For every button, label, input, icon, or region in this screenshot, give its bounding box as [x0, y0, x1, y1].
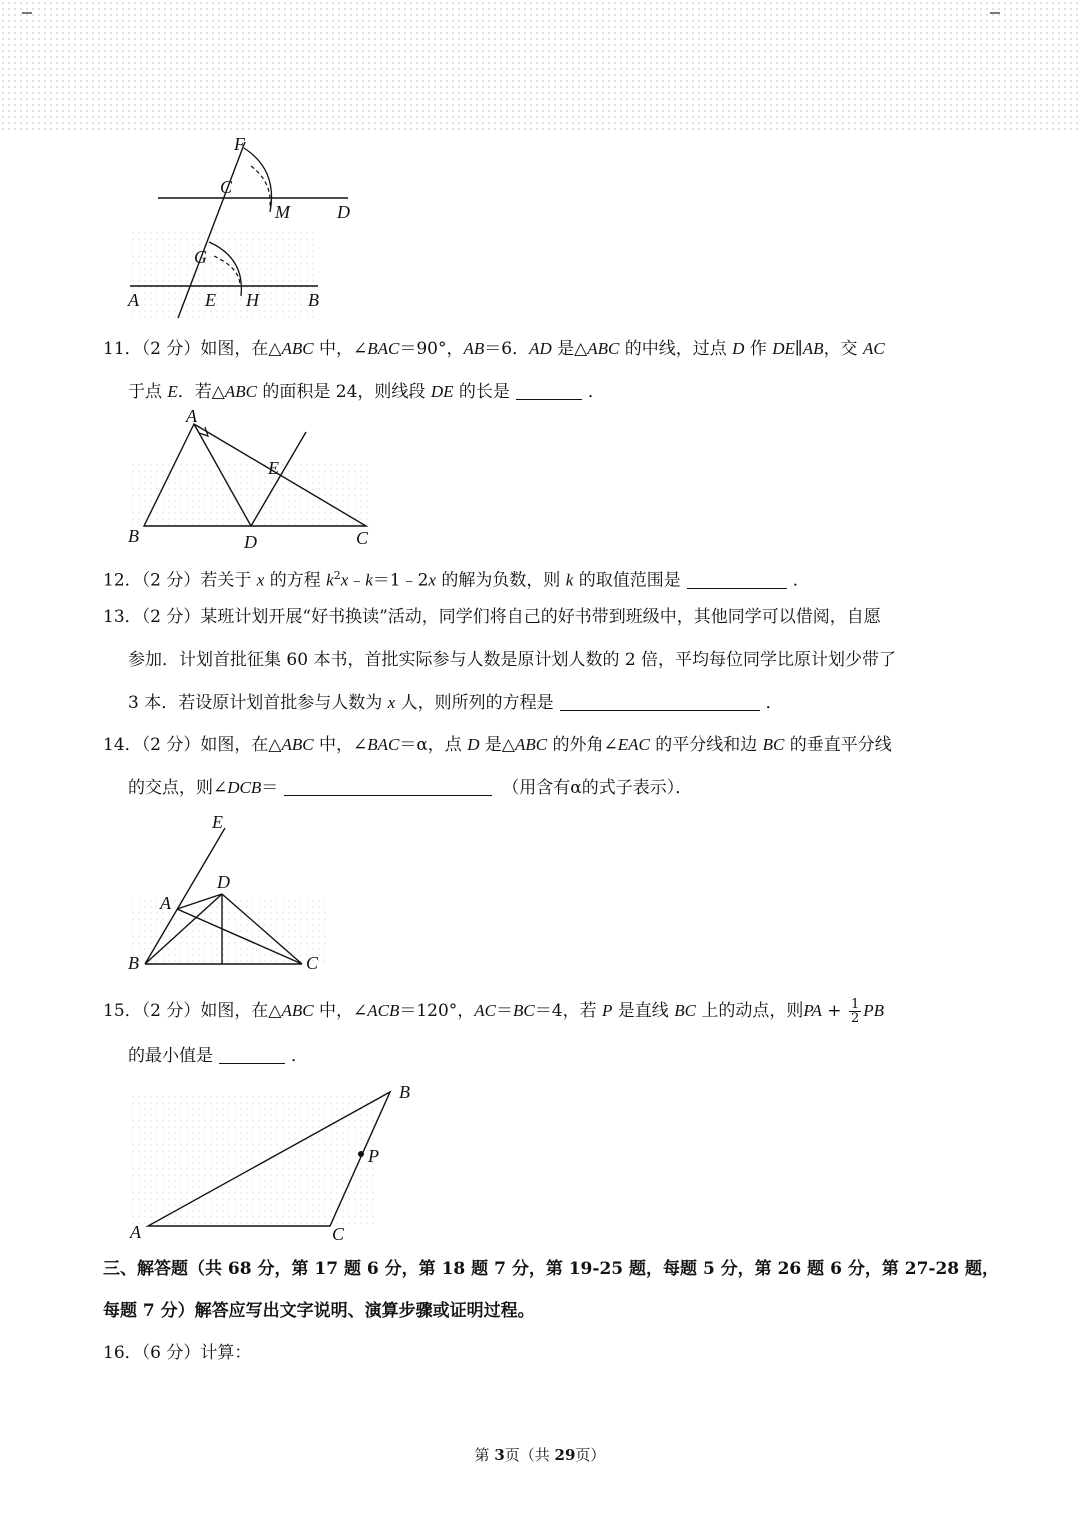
- question-12: 12．（2 分）若关于 x 的方程 $k^2x﹣k=1﹣2x$ 的解为负数，则 k 的取值范围是 ．: [103, 569, 810, 591]
- question-13-line3: 3 本．若设原计划首批参与人数为 x 人，则所列的方程是 ．: [128, 693, 783, 713]
- label-a: A: [160, 893, 171, 913]
- question-14-line2: 的交点，则∠DCB＝ （用含有α的式子表示）．: [128, 778, 693, 798]
- corner-mark-right: [990, 12, 1000, 14]
- answer-blank[interactable]: [516, 381, 582, 400]
- figure-exterior-angle: [120, 810, 340, 975]
- label-c: C: [220, 177, 233, 197]
- page-footer: 第 3页（共 29页）: [474, 1446, 606, 1464]
- label-b: B: [128, 526, 139, 546]
- fraction-one-half: $\frac{1}{2}$: [850, 997, 860, 1026]
- label-c: C: [306, 953, 319, 973]
- answer-blank[interactable]: [284, 777, 492, 796]
- label-g: G: [194, 247, 207, 267]
- answer-blank[interactable]: [687, 570, 787, 589]
- label-c: C: [332, 1224, 345, 1244]
- question-11-line2: 于点 E．若△ABC 的面积是 24，则线段 DE 的长是 ．: [128, 382, 605, 402]
- question-16: 16．（6 分）计算：: [103, 1343, 252, 1363]
- answer-blank[interactable]: [219, 1045, 285, 1064]
- label-d: D: [217, 872, 230, 892]
- figure-grid-bg: [128, 460, 368, 528]
- label-e: E: [268, 458, 279, 478]
- question-13-line1: 13．（2 分）某班计划开展“好书换读”活动，同学们将自己的好书带到班级中，其他同学可以借阅，自愿: [103, 607, 881, 627]
- label-a: A: [130, 1222, 141, 1242]
- question-11-line1: 11．（2 分）如图，在△ABC 中，∠BAC＝90°，AB＝6．AD 是△ABC 的中线，过点 D 作 DE∥AB，交 AC: [103, 339, 885, 359]
- label-e: E: [205, 290, 216, 310]
- total-pages: 29: [554, 1446, 576, 1464]
- scan-noise-header: [0, 0, 1080, 130]
- label-d: D: [337, 202, 350, 222]
- question-14-line1: 14．（2 分）如图，在△ABC 中，∠BAC＝α，点 D 是△ABC 的外角∠EAC 的平分线和边 BC 的垂直平分线: [103, 735, 892, 755]
- figure-grid-bg: [128, 1096, 378, 1226]
- label-f: F: [234, 134, 245, 154]
- section-3-heading-line2: 每题 7 分）解答应写出文字说明、演算步骤或证明过程。: [103, 1301, 535, 1321]
- label-b: B: [308, 290, 319, 310]
- corner-mark-left: [22, 12, 32, 14]
- question-13-line2: 参加．计划首批征集 60 本书，首批实际参与人数是原计划人数的 2 倍，平均每位同学比原计划少带了: [128, 650, 897, 670]
- figure-parallel-lines: [120, 130, 380, 325]
- figure-right-triangle: [120, 406, 380, 552]
- label-d: D: [244, 532, 257, 552]
- current-page: 3: [494, 1446, 505, 1464]
- arc-upper: [244, 148, 272, 212]
- answer-blank[interactable]: [560, 692, 760, 711]
- figure-grid-bg: [128, 230, 318, 320]
- label-p: P: [368, 1146, 379, 1166]
- label-b: B: [128, 953, 139, 973]
- label-a: A: [186, 406, 197, 426]
- point-p: [358, 1151, 364, 1157]
- label-b: B: [399, 1082, 410, 1102]
- question-15-line2: 的最小值是 ．: [128, 1046, 308, 1066]
- label-a: A: [128, 290, 139, 310]
- label-e: E: [212, 812, 223, 832]
- label-c: C: [356, 528, 369, 548]
- arc-upper-dashed: [251, 166, 270, 206]
- figure-obtuse-triangle: [120, 1078, 430, 1244]
- question-15-line1: 15．（2 分）如图，在△ABC 中，∠ACB＝120°，AC＝BC＝4，若 P 是直线 BC 上的动点，则PA + $\frac{1}{2}$ PB: [103, 997, 885, 1026]
- label-m: M: [275, 202, 290, 222]
- label-h: H: [246, 290, 259, 310]
- section-3-heading-line1: 三、解答题（共 68 分，第 17 题 6 分，第 18 题 7 分，第 19-25 题，每题 5 分，第 26 题 6 分，第 27-28 题，: [103, 1259, 1000, 1279]
